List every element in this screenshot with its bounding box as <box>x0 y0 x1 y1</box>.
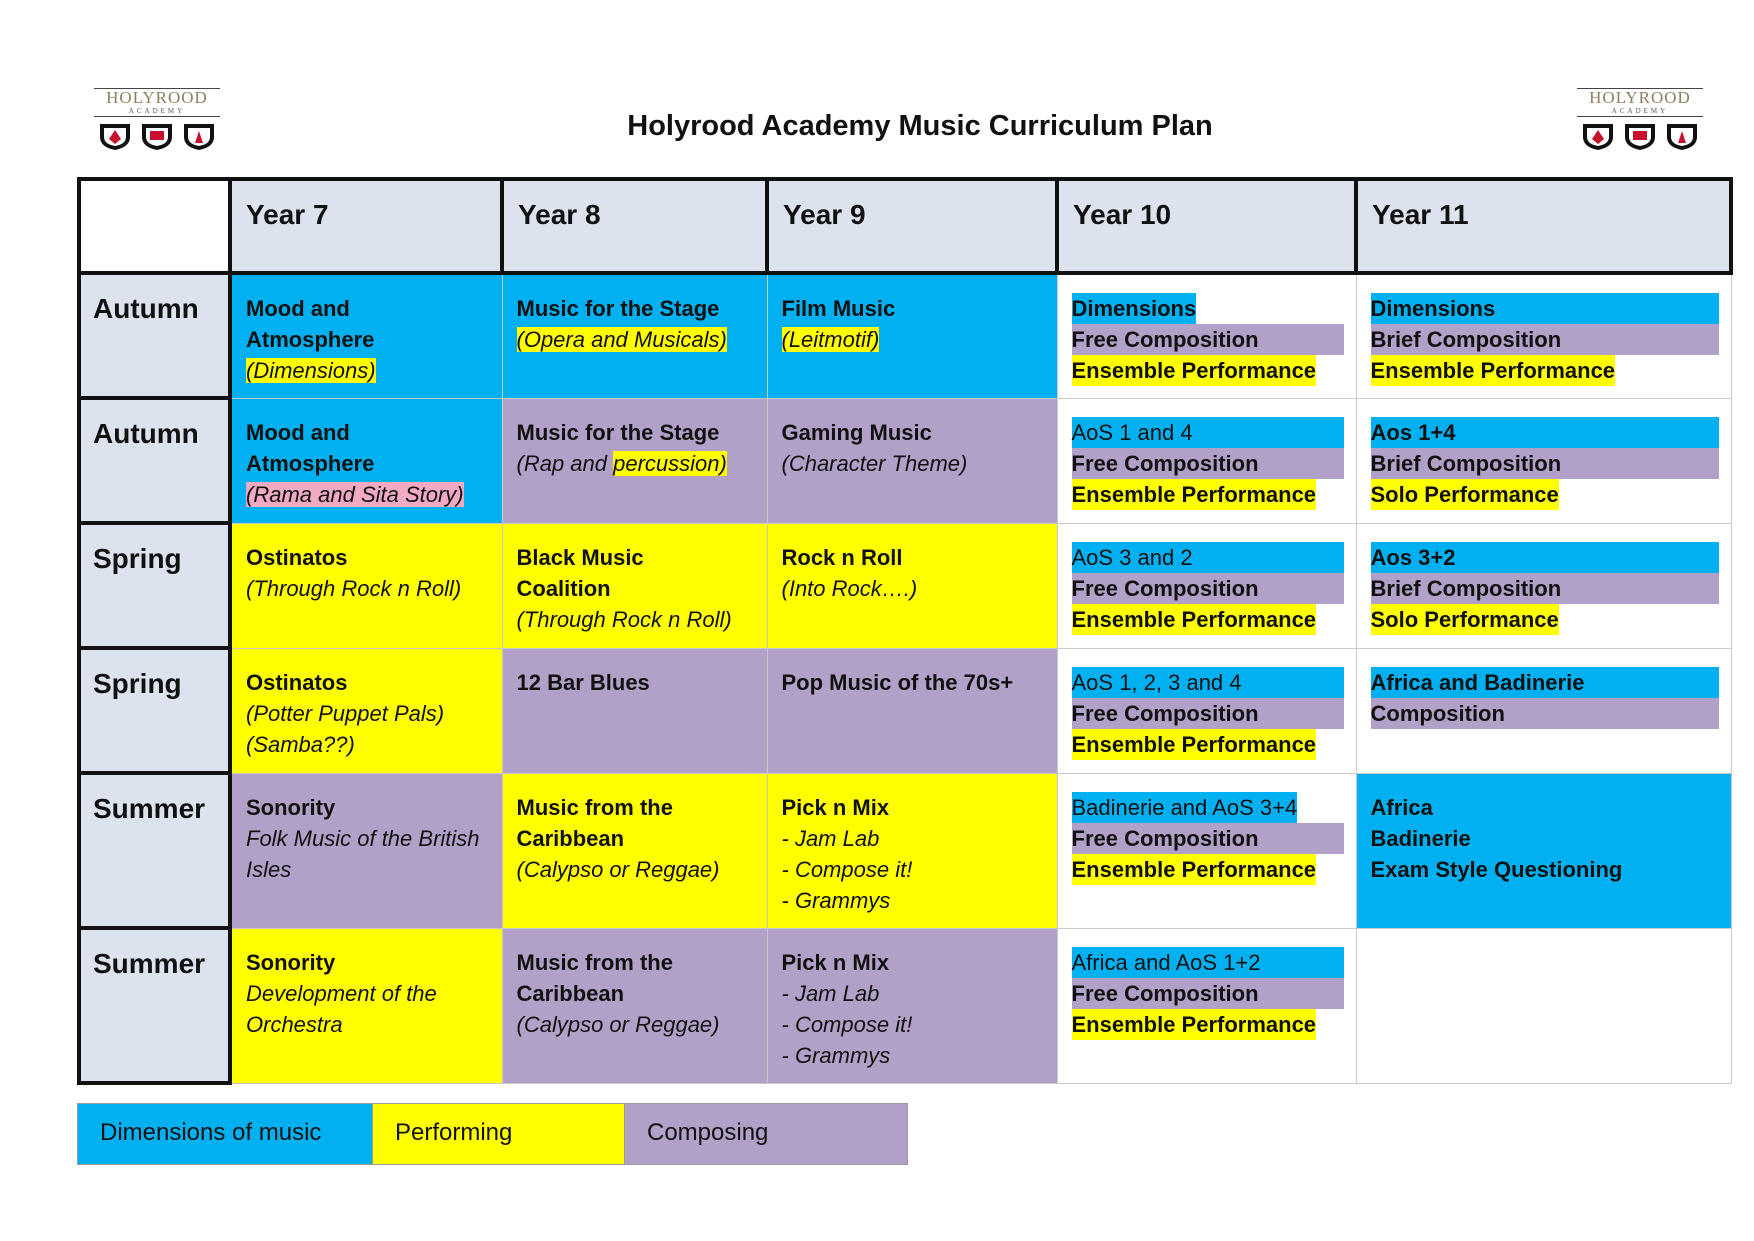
topic-subtitle: Isles <box>246 856 292 882</box>
topic-subtitle: Orchestra <box>246 1011 343 1037</box>
performing-tag: Ensemble Performance <box>1072 729 1317 760</box>
topic-subtitle: Folk Music of the British <box>246 825 480 851</box>
composing-tag: Free Composition <box>1072 448 1344 479</box>
page-title: Holyrood Academy Music Curriculum Plan <box>627 110 1213 142</box>
topic-subtitle: (Dimensions) <box>246 358 376 383</box>
cell-year10 <box>1057 773 1356 928</box>
topic-title: Badinerie <box>1370 825 1471 851</box>
topic-subtitle: (Potter Puppet Pals) <box>246 700 445 726</box>
year-header: Year 7 <box>230 179 502 273</box>
topic-title: Coalition <box>516 575 611 601</box>
topic-title: Music for the Stage <box>516 296 720 321</box>
cell-year8 <box>502 523 767 648</box>
cell-year9 <box>767 273 1057 398</box>
cell-year8 <box>502 928 767 1083</box>
cell-year9 <box>767 928 1057 1083</box>
topic-title: Music for the Stage <box>516 419 720 445</box>
logo-sub: ACADEMY <box>1577 107 1703 117</box>
performing-tag: Ensemble Performance <box>1072 1009 1317 1040</box>
cell-year11-empty <box>1356 928 1731 1083</box>
dimensions-tag: Badinerie and AoS 3+4 <box>1072 792 1298 823</box>
dimensions-tag: Africa and AoS 1+2 <box>1072 947 1344 978</box>
cell-year10 <box>1057 273 1356 398</box>
cell-year8 <box>502 648 767 773</box>
cell-year8 <box>502 273 767 398</box>
topic-subtitle: (Into Rock….) <box>781 575 918 601</box>
topic-title: Ostinatos <box>246 669 348 695</box>
topic-title: Sonority <box>246 794 336 820</box>
topic-title: Pick n Mix <box>781 794 890 820</box>
topic-title: Black Music <box>516 544 644 570</box>
year-header: Year 8 <box>502 179 767 273</box>
dimensions-tag: Dimensions <box>1371 293 1719 324</box>
legend-composing: Composing <box>625 1104 907 1164</box>
cell-year10 <box>1057 398 1356 523</box>
dimensions-tag: Aos 3+2 <box>1371 542 1719 573</box>
logo-name: HOLYROOD <box>1577 88 1703 107</box>
table-row <box>79 523 1731 648</box>
topic-title: Mood and <box>246 296 350 321</box>
list-item: - Jam Lab <box>781 825 880 851</box>
cell-year7 <box>230 773 502 928</box>
topic-subtitle: (Opera and Musicals) <box>516 327 727 352</box>
term-label: Summer <box>79 773 230 928</box>
cell-year9 <box>767 648 1057 773</box>
topic-title: Sonority <box>246 949 336 975</box>
performing-tag: Ensemble Performance <box>1072 479 1317 510</box>
year-header: Year 11 <box>1356 179 1731 273</box>
composing-tag: Composition <box>1371 698 1719 729</box>
list-item: - Jam Lab <box>781 980 880 1006</box>
cell-year8 <box>502 398 767 523</box>
topic-title: Music from the <box>516 949 673 975</box>
topic-title: Caribbean <box>516 825 625 851</box>
topic-subtitle: (Samba??) <box>246 731 355 757</box>
cell-year11 <box>1356 773 1731 928</box>
topic-subtitle: (Calypso or Reggae) <box>516 1011 720 1037</box>
logo-name: HOLYROOD <box>94 88 220 107</box>
corner-cell <box>79 179 230 273</box>
term-label: Autumn <box>79 398 230 523</box>
performing-tag: Ensemble Performance <box>1072 604 1317 635</box>
topic-subtitle: (Leitmotif) <box>781 327 880 352</box>
topic-subtitle: (Character Theme) <box>781 450 968 476</box>
legend-performing: Performing <box>373 1104 625 1164</box>
curriculum-table <box>77 177 1733 1085</box>
topic-title: Atmosphere <box>246 327 375 352</box>
cell-year7 <box>230 648 502 773</box>
cell-year11 <box>1356 648 1731 773</box>
performing-tag: Ensemble Performance <box>1371 355 1616 386</box>
performing-tag: Ensemble Performance <box>1072 854 1317 885</box>
table-row <box>79 273 1731 398</box>
cell-year11 <box>1356 398 1731 523</box>
dimensions-tag: Africa and Badinerie <box>1371 667 1719 698</box>
list-item: - Compose it! <box>781 856 913 882</box>
cell-year11 <box>1356 523 1731 648</box>
topic-title: Africa <box>1370 794 1433 820</box>
topic-title: Caribbean <box>516 980 625 1006</box>
term-label: Summer <box>79 928 230 1083</box>
table-row <box>79 928 1731 1083</box>
term-label: Autumn <box>79 273 230 398</box>
composing-tag: Brief Composition <box>1371 573 1719 604</box>
cell-year10 <box>1057 648 1356 773</box>
topic-title: Rock n Roll <box>781 544 903 570</box>
topic-title: Ostinatos <box>246 544 348 570</box>
topic-subtitle: (Rap and <box>516 450 614 476</box>
legend-dimensions: Dimensions of music <box>78 1104 373 1164</box>
topic-title: Exam Style Questioning <box>1370 856 1623 882</box>
cell-year7 <box>230 398 502 523</box>
year-header: Year 9 <box>767 179 1057 273</box>
topic-subtitle-highlight: percussion) <box>613 450 727 476</box>
performing-tag: Solo Performance <box>1371 479 1559 510</box>
topic-title: Music from the <box>516 794 673 820</box>
composing-tag: Free Composition <box>1072 823 1344 854</box>
composing-tag: Free Composition <box>1072 324 1344 355</box>
table-row <box>79 398 1731 523</box>
topic-title: Pop Music of the 70s+ <box>781 669 1014 695</box>
cell-year9 <box>767 773 1057 928</box>
dimensions-tag: Dimensions <box>1072 293 1197 324</box>
cell-year7 <box>230 273 502 398</box>
list-item: - Compose it! <box>781 1011 913 1037</box>
term-label: Spring <box>79 523 230 648</box>
topic-subtitle: (Rama and Sita Story) <box>246 481 464 507</box>
topic-title: Film Music <box>781 296 896 321</box>
composing-tag: Brief Composition <box>1371 324 1719 355</box>
topic-title: Mood and <box>246 419 350 445</box>
cell-year7 <box>230 928 502 1083</box>
topic-title: Pick n Mix <box>781 949 890 975</box>
cell-year7 <box>230 523 502 648</box>
topic-subtitle: (Through Rock n Roll) <box>246 575 462 601</box>
performing-tag: Solo Performance <box>1371 604 1559 635</box>
logo-sub: ACADEMY <box>94 107 220 117</box>
composing-tag: Free Composition <box>1072 698 1344 729</box>
cell-year10 <box>1057 523 1356 648</box>
list-item: - Grammys <box>781 887 891 913</box>
dimensions-tag: AoS 1 and 4 <box>1072 417 1344 448</box>
topic-title: Atmosphere <box>246 450 375 476</box>
year-header: Year 10 <box>1057 179 1356 273</box>
term-label: Spring <box>79 648 230 773</box>
legend <box>77 1103 908 1165</box>
list-item: - Grammys <box>781 1042 891 1068</box>
dimensions-tag: AoS 1, 2, 3 and 4 <box>1072 667 1344 698</box>
cell-year11 <box>1356 273 1731 398</box>
cell-year9 <box>767 398 1057 523</box>
table-row <box>79 648 1731 773</box>
performing-tag: Ensemble Performance <box>1072 355 1317 386</box>
cell-year10 <box>1057 928 1356 1083</box>
dimensions-tag: Aos 1+4 <box>1371 417 1719 448</box>
composing-tag: Free Composition <box>1072 978 1344 1009</box>
topic-title: Gaming Music <box>781 419 932 445</box>
dimensions-tag: AoS 3 and 2 <box>1072 542 1344 573</box>
topic-subtitle: (Calypso or Reggae) <box>516 856 720 882</box>
cell-year8 <box>502 773 767 928</box>
cell-year9 <box>767 523 1057 648</box>
header-row <box>79 179 1731 273</box>
composing-tag: Free Composition <box>1072 573 1344 604</box>
topic-subtitle: Development of the <box>246 980 437 1006</box>
composing-tag: Brief Composition <box>1371 448 1719 479</box>
topic-subtitle: (Through Rock n Roll) <box>516 606 732 632</box>
table-row <box>79 773 1731 928</box>
topic-title: 12 Bar Blues <box>516 669 650 695</box>
